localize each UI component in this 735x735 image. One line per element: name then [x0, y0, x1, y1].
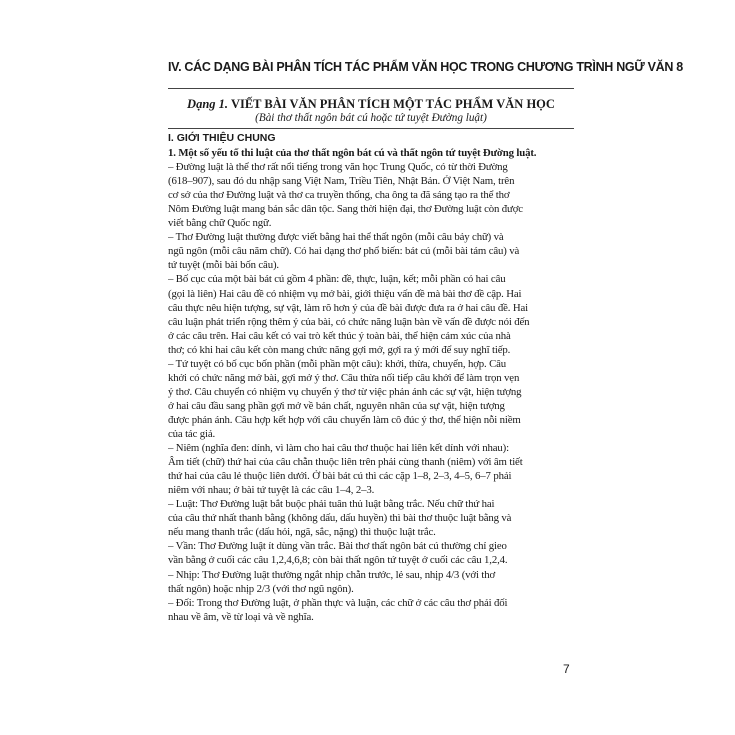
text-line: ý thơ. Câu chuyển có nhiệm vụ chuyển ý thơ từ việc phản ánh các sự vật, hiện tượng	[168, 385, 522, 398]
text-line: câu luận phát triển rộng thêm ý của bài, có chức năng luận bàn về vấn đề được nói đến	[168, 315, 530, 328]
page-number: 7	[563, 662, 570, 676]
section-heading: I. GIỚI THIỆU CHUNG	[168, 132, 276, 144]
text-line: viết bằng chữ Quốc ngữ.	[168, 217, 272, 230]
text-line: tứ tuyệt (mỗi bài bốn câu).	[168, 259, 279, 272]
text-line: của câu thứ nhất thanh bằng (không dấu, dấu huyền) thì bài thơ thuộc luật bằng và	[168, 512, 512, 525]
text-line: niêm với nhau; ở bài tứ tuyệt là các câu 1–4, 2–3.	[168, 484, 375, 497]
text-line: ở hai câu đầu sang phần gợi mở về bản chất, nguyên nhân của sự vật, hiện tượng	[168, 399, 505, 412]
dang-subtitle: (Bài thơ thất ngôn bát cú hoặc tứ tuyệt Đường luật)	[255, 112, 487, 124]
text-line: – Nhịp: Thơ Đường luật thường ngắt nhịp chẵn trước, lẻ sau, nhịp 4/3 (với thơ	[168, 568, 496, 581]
text-line: ở các câu trên. Hai câu kết có vai trò kết thúc ý toàn bài, thể hiện cảm xúc của nhà	[168, 329, 511, 342]
bottom-rule	[168, 128, 574, 129]
text-line: nếu mang thanh trắc (dấu hỏi, ngã, sắc, nặng) thì thuộc luật trắc.	[168, 526, 436, 539]
text-line: được phản ánh. Câu hợp kết hợp với câu chuyển làm cô đúc ý thơ, thể hiện nỗi niềm	[168, 413, 521, 426]
text-line: – Thơ Đường luật thường được viết bằng hai thể thất ngôn (mỗi câu bảy chữ) và	[168, 231, 504, 244]
dang-heading	[168, 97, 574, 112]
text-line: ngũ ngôn (mỗi câu năm chữ). Có hai dạng thơ phổ biến: bát cú (mỗi bài tám câu) và	[168, 245, 520, 258]
text-line: câu thực nêu hiện tượng, sự vật, làm rõ hơn ý của đề bài được đưa ra ở hai câu đề. Hai	[168, 301, 528, 314]
text-line: vần bằng ở cuối các câu 1,2,4,6,8; còn bài thất ngôn tứ tuyệt ở cuối các câu 1,2,4.	[168, 554, 508, 567]
text-line: – Tứ tuyệt có bố cục bốn phần (mỗi phần một câu): khởi, thừa, chuyển, hợp. Câu	[168, 357, 507, 370]
text-line: Âm tiết (chữ) thứ hai của câu chẵn thuộc liên trên phải cùng thanh (niêm) với âm tiết	[168, 456, 523, 469]
text-line: cơ sở của thơ Đường luật và thơ ca truyền thống, cha ông ta đã sáng tạo ra thể thơ	[168, 189, 510, 202]
text-line: của tác giả.	[168, 428, 216, 440]
top-rule	[168, 88, 574, 89]
text-line: Nôm Đường luật mang bản sắc dân tộc. Sang thời hiện đại, thơ Đường luật còn được	[168, 203, 523, 216]
text-line: – Đường luật là thể thơ rất nổi tiếng trong văn học Trung Quốc, có từ thời Đường	[168, 161, 508, 174]
text-line: 1. Một số yếu tố thi luật của thơ thất ngôn bát cú và thất ngôn tứ tuyệt Đường luật.	[168, 147, 537, 159]
text-line: khởi có chức năng mở bài, gợi mở ý thơ. Câu thừa nối tiếp câu khởi để làm trọn vẹn	[168, 371, 520, 384]
text-line: thơ; có khi hai câu kết còn mang chức năng gợi mở, gợi ra ý mới để suy nghĩ tiếp.	[168, 343, 511, 356]
text-line: – Đối: Trong thơ Đường luật, ở phần thực và luận, các chữ ở các câu thơ phải đối	[168, 596, 508, 609]
text-line: – Bố cục của một bài bát cú gồm 4 phần: đề, thực, luận, kết; mỗi phần có hai câu	[168, 273, 506, 286]
text-line: – Niêm (nghĩa đen: dính, vì làm cho hai câu thơ thuộc hai liên kết dính với nhau):	[168, 442, 509, 455]
dang-label: Dạng 1.	[187, 97, 229, 111]
text-line: – Vần: Thơ Đường luật ít dùng vần trắc. Bài thơ thất ngôn bát cú thường chỉ gieo	[168, 540, 507, 553]
text-line: thất ngôn) hoặc nhịp 2/3 (với thơ ngũ ngôn).	[168, 582, 354, 595]
dang-title: VIẾT BÀI VĂN PHÂN TÍCH MỘT TÁC PHẨM VĂN HỌC	[230, 97, 555, 111]
section-title: IV. CÁC DẠNG BÀI PHÂN TÍCH TÁC PHẨM VĂN HỌC TRONG CHƯƠNG TRÌNH NGỮ VĂN 8	[168, 60, 683, 74]
text-line: (618–907), sau đó du nhập sang Việt Nam, Triều Tiên, Nhật Bản. Ở Việt Nam, trên	[168, 175, 515, 188]
text-line: – Luật: Thơ Đường luật bắt buộc phải tuân thủ luật bằng trắc. Nếu chữ thứ hai	[168, 498, 495, 511]
text-line: nhau về âm, về từ loại và về nghĩa.	[168, 610, 314, 623]
text-line: (gọi là liên) Hai câu đề có nhiệm vụ mở bài, giới thiệu vấn đề mà bài thơ đề cập. Hai	[168, 287, 522, 300]
text-line: thứ hai của câu lẻ thuộc liên dưới. Ở bài bát cú thì các cặp 1–8, 2–3, 4–5, 6–7 phải	[168, 470, 512, 483]
